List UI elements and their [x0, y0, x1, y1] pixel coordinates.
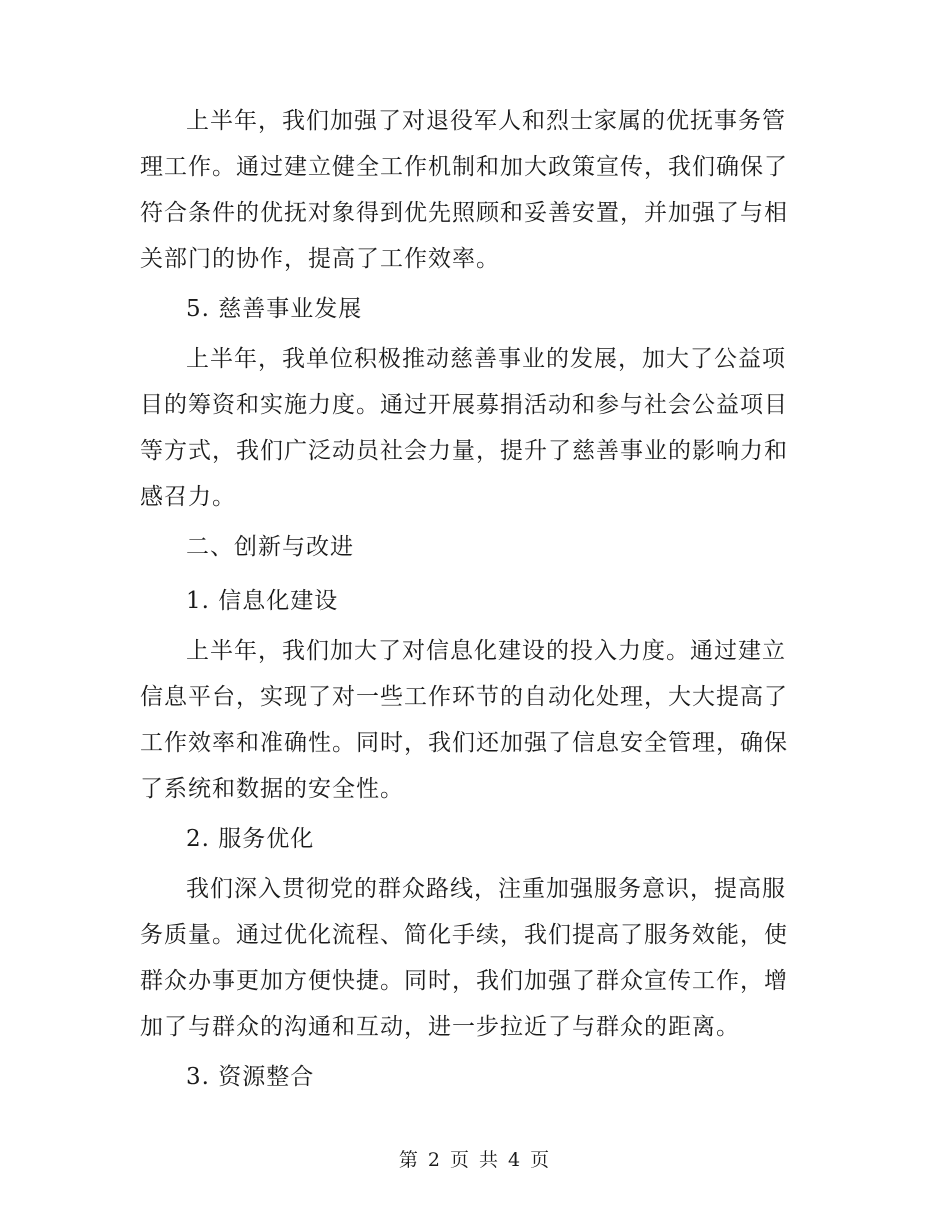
- heading-charity-development: 5. 慈善事业发展: [186, 296, 363, 322]
- paragraph-informatization: 上半年，我们加大了对信息化建设的投入力度。通过建立信息平台，实现了对一些工作环节的自动化处理，大大提高了工作效率和准确性。同时，我们还加强了信息安全管理，确保了系统和数据的安全性。: [140, 638, 788, 802]
- heading-resource-integration: 3. 资源整合: [186, 1064, 315, 1090]
- heading-innovation-improvement: 二、创新与改进: [186, 534, 354, 560]
- page-number-footer: 第 2 页 共 4 页: [398, 1149, 552, 1171]
- document-body: [140, 98, 805, 1104]
- paragraph-charity: 上半年，我单位积极推动慈善事业的发展，加大了公益项目的筹资和实施力度。通过开展募捐活动和参与社会公益项目等方式，我们广泛动员社会力量，提升了慈善事业的影响力和感召力。: [140, 346, 788, 510]
- heading-service-optimization: 2. 服务优化: [186, 826, 315, 852]
- heading-informatization: 1. 信息化建设: [186, 588, 339, 614]
- paragraph-veterans-affairs: 上半年，我们加强了对退役军人和烈士家属的优抚事务管理工作。通过建立健全工作机制和加大政策宣传，我们确保了符合条件的优抚对象得到优先照顾和妥善安置，并加强了与相关部门的协作，提高了工作效率。: [140, 108, 788, 272]
- paragraph-service-optimization: 我们深入贯彻党的群众路线，注重加强服务意识，提高服务质量。通过优化流程、简化手续，我们提高了服务效能，使群众办事更加方便快捷。同时，我们加强了群众宣传工作，增加了与群众的沟通和互动，进一步拉近了与群众的距离。: [140, 876, 788, 1040]
